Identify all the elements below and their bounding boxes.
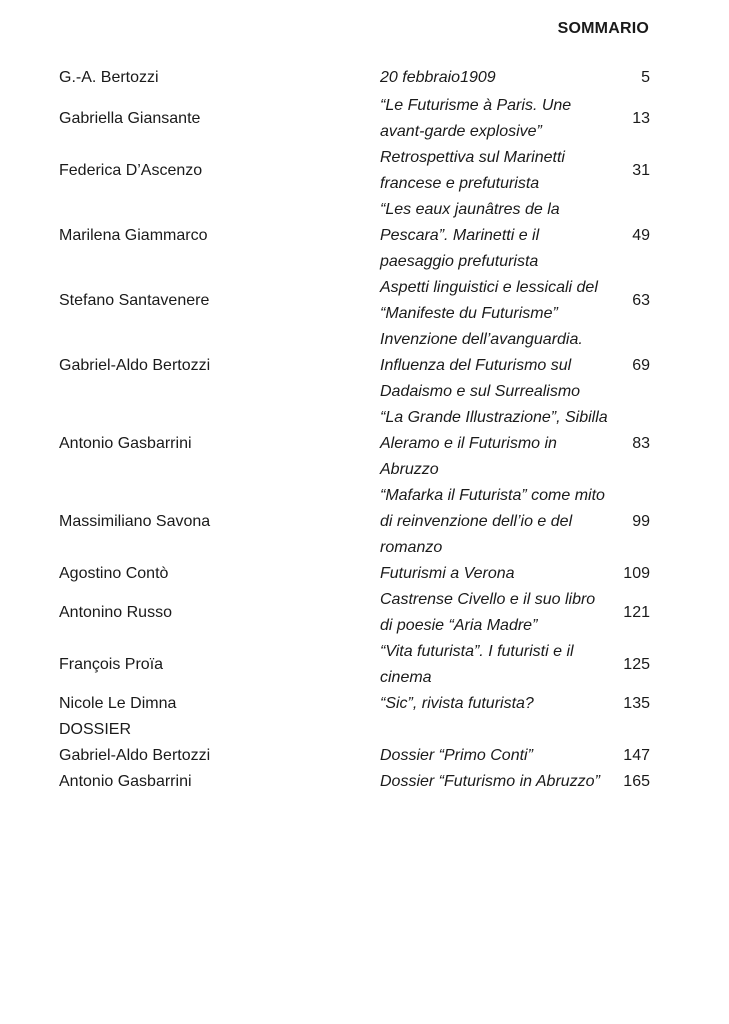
toc-author: Marilena Giammarco <box>59 227 208 244</box>
toc-title: 20 febbraio1909 <box>380 69 496 86</box>
toc-page-number: 83 <box>632 435 650 452</box>
toc-author: G.-A. Bertozzi <box>59 69 159 86</box>
toc-title: “La Grande Illustrazione”, Sibilla Aleramo e il Futurismo in Abruzzo <box>380 409 608 478</box>
toc-page-number: 49 <box>632 227 650 244</box>
toc-title: Invenzione dell’avanguardia. Influenza del Futurismo sul Dadaismo e sul Surrealismo <box>380 331 583 400</box>
toc-entry <box>59 93 650 145</box>
toc-page-number: 99 <box>632 513 650 530</box>
toc-page-number: 109 <box>623 565 650 582</box>
toc-page-number: 147 <box>623 747 650 764</box>
toc-page-number: 125 <box>623 656 650 673</box>
toc-author: Federica D’Ascenzo <box>59 162 203 179</box>
toc-entry <box>59 639 650 691</box>
toc-author: François Proïa <box>59 656 164 673</box>
toc-title: “Mafarka il Futurista” come mito di reinvenzione dell’io e del romanzo <box>380 487 605 556</box>
toc-author: Antonino Russo <box>59 604 172 621</box>
toc-author: Nicole Le Dimna <box>59 695 177 712</box>
toc-entry <box>59 561 650 587</box>
toc-entry <box>59 197 650 275</box>
toc-entry <box>59 743 650 769</box>
toc-title: Castrense Civello e il suo libro di poesie “Aria Madre” <box>380 591 596 634</box>
toc-entry <box>59 327 650 405</box>
toc-page-number: 63 <box>632 292 650 309</box>
toc-page-number: 69 <box>632 357 650 374</box>
section-heading-row <box>59 717 650 743</box>
toc-author: Massimiliano Savona <box>59 513 211 530</box>
toc-page-number: 31 <box>632 162 650 179</box>
toc-title: Aspetti linguistici e lessicali del “Manifeste du Futurisme” <box>380 279 598 322</box>
toc-entry <box>59 691 650 717</box>
toc-title: Dossier “Primo Conti” <box>380 747 533 764</box>
toc-author: Agostino Contò <box>59 565 169 582</box>
toc-page-number: 121 <box>623 604 650 621</box>
toc-entry <box>59 769 650 795</box>
toc-page-number: 165 <box>623 773 650 790</box>
toc-entry <box>59 145 650 197</box>
toc-title: “Vita futurista”. I futuristi e il cinema <box>380 643 574 686</box>
toc-page-number: 13 <box>632 110 650 127</box>
toc-entry <box>59 275 650 327</box>
toc-author: Gabriel-Aldo Bertozzi <box>59 357 211 374</box>
page-title: SOMMARIO <box>557 20 649 37</box>
section-heading: DOSSIER <box>59 721 132 738</box>
toc-page-number: 5 <box>641 69 650 86</box>
toc-author: Gabriel-Aldo Bertozzi <box>59 747 211 764</box>
toc-author: Gabriella Giansante <box>59 110 201 127</box>
toc-title: Futurismi a Verona <box>380 565 515 582</box>
table-of-contents <box>59 63 650 795</box>
toc-title: “Les eaux jaunâtres de la Pescara”. Marinetti e il paesaggio prefuturista <box>380 201 560 270</box>
toc-title: Retrospettiva sul Marinetti francese e prefuturista <box>380 149 565 192</box>
toc-author: Antonio Gasbarrini <box>59 773 192 790</box>
toc-entry <box>59 405 650 483</box>
toc-entry <box>59 483 650 561</box>
toc-title: Dossier “Futurismo in Abruzzo” <box>380 773 600 790</box>
toc-author: Antonio Gasbarrini <box>59 435 192 452</box>
toc-title: “Sic”, rivista futurista? <box>380 695 534 712</box>
toc-entry <box>59 587 650 639</box>
toc-page-number: 135 <box>623 695 650 712</box>
toc-entry <box>59 63 650 93</box>
toc-title: “Le Futurisme à Paris. Une avant-garde explosive” <box>380 97 572 140</box>
toc-author: Stefano Santavenere <box>59 292 210 309</box>
